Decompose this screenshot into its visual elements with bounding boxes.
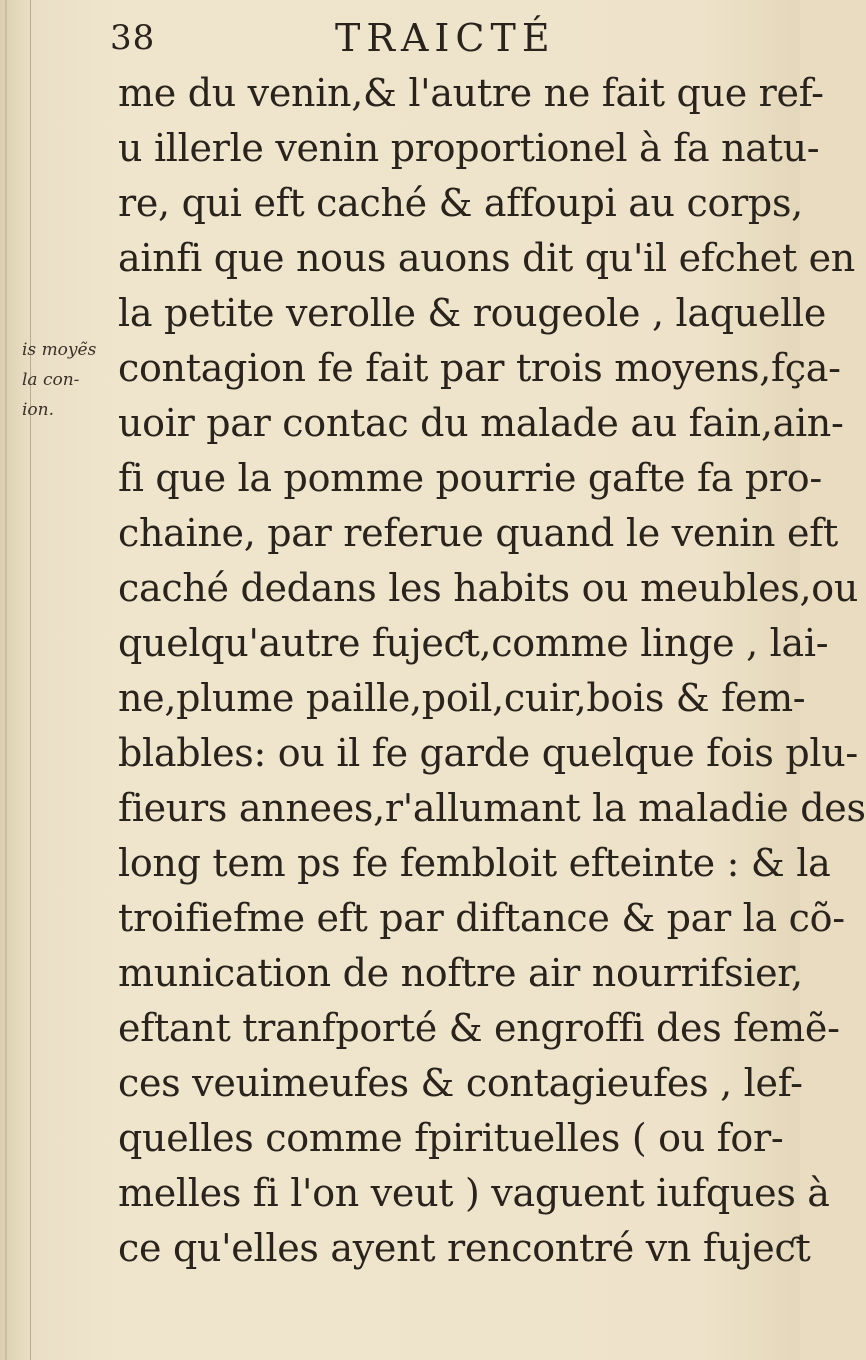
text-line: fieurs annees,r'allumant la maladie des: [118, 786, 866, 830]
page-edge: [5, 0, 7, 1360]
page-number: 38: [110, 18, 156, 58]
text-line: munication de noftre air nourrifsier,: [118, 951, 803, 995]
running-title: TRAICTÉ: [335, 16, 556, 60]
text-line: ce qu'elles ayent rencontré vn fujeƈt: [118, 1226, 811, 1270]
text-line: me du venin,& l'autre ne fait que ref-: [118, 71, 824, 115]
body-text: [118, 66, 866, 1276]
text-line: ainfi que nous auons dit qu'il efchet en: [118, 236, 855, 280]
text-line: quelles comme fpirituelles ( ou for-: [118, 1116, 784, 1160]
text-line: blables: ou il fe garde quelque fois plu-: [118, 731, 858, 775]
text-line: melles fi l'on veut ) vaguent iufques à: [118, 1171, 830, 1215]
text-line: caché dedans les habits ou meubles,ou: [118, 566, 859, 610]
gutter-line: [30, 0, 31, 1360]
text-line: long tem ps fe fembloit efteinte : & la: [118, 841, 831, 885]
text-line: quelqu'autre fujeƈt,comme linge , lai-: [118, 621, 829, 665]
text-line: uoir par contac du malade au fain,ain-: [118, 401, 844, 445]
text-line: eftant tranfporté & engroffi des femẽ-: [118, 1006, 840, 1050]
text-line: contagion fe fait par trois moyens,fça-: [118, 346, 841, 390]
text-line: fi que la pomme pourrie gafte fa pro-: [118, 456, 822, 500]
text-line: re, qui eft caché & affoupi au corps,: [118, 181, 803, 225]
margin-note: ion.: [22, 400, 55, 420]
margin-note: la con-: [22, 370, 80, 390]
text-line: ces veuimeufes & contagieufes , lef-: [118, 1061, 803, 1105]
text-line: ne,plume paille,poil,cuir,bois & fem-: [118, 676, 806, 720]
text-line: la petite verolle & rougeole , laquelle: [118, 291, 827, 335]
text-line: u illerle venin proportionel à fa natu-: [118, 126, 820, 170]
text-line: chaine, par referue quand le venin eft: [118, 511, 838, 555]
margin-note: is moyẽs: [22, 340, 97, 360]
margin-notes: [22, 335, 117, 425]
page-header: [110, 10, 760, 60]
text-line: troifiefme eft par diftance & par la cõ-: [118, 896, 845, 940]
